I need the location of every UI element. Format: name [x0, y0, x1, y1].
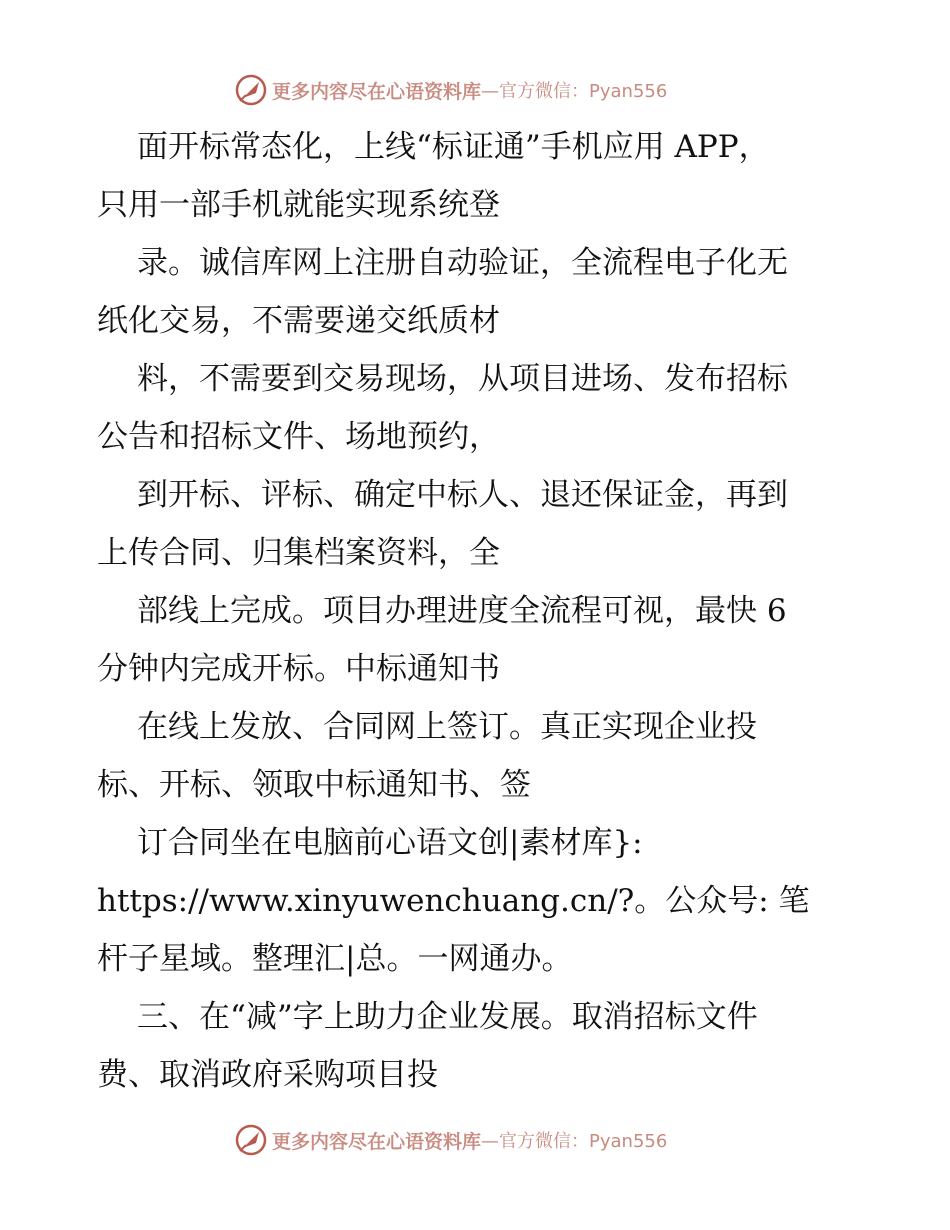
text-line: 上传合同、归集档案资料，全	[97, 535, 500, 571]
text-line: 部线上完成。项目办理进度全流程可视，最快 6	[137, 593, 787, 629]
text-line: 面开标常态化，上线“标证通”手机应用 APP，	[137, 129, 770, 165]
text-line: 纸化交易，不需要递交纸质材	[97, 303, 500, 339]
watermark-main-text: 更多内容尽在心语资料库	[272, 1130, 482, 1153]
text-line: 在线上发放、合同网上签订。真正实现企业投	[137, 709, 757, 745]
text-line: 录。诚信库网上注册自动验证，全流程电子化无	[137, 245, 788, 281]
watermark-footer	[234, 1122, 667, 1158]
text-line: 公告和招标文件、场地预约，	[97, 419, 500, 455]
watermark-sub-text: —官方微信：Pyan556	[481, 81, 668, 102]
watermark-header	[234, 72, 667, 108]
feather-seal-icon	[234, 1123, 268, 1157]
text-line: 费、取消政府采购项目投	[97, 1057, 438, 1093]
body-text	[97, 118, 877, 1104]
text-line: 杆子星域。整理汇|总。一网通办。	[97, 941, 573, 977]
text-line: 订合同坐在电脑前心语文创|素材库}:	[137, 825, 643, 861]
text-line: 到开标、评标、确定中标人、退还保证金，再到	[137, 477, 788, 513]
watermark-sub-text: —官方微信：Pyan556	[481, 1131, 668, 1152]
feather-seal-icon	[234, 73, 268, 107]
text-line: https://www.xinyuwenchuang.cn/?。公众号: 笔	[97, 883, 810, 919]
text-line: 分钟内完成开标。中标通知书	[97, 651, 500, 687]
text-line: 只用一部手机就能实现系统登	[97, 187, 500, 223]
watermark-main-text: 更多内容尽在心语资料库	[272, 80, 482, 103]
text-line: 三、在“减”字上助力企业发展。取消招标文件	[137, 999, 758, 1035]
text-line: 料，不需要到交易现场，从项目进场、发布招标	[137, 361, 788, 397]
text-line: 标、开标、领取中标通知书、签	[97, 767, 531, 803]
